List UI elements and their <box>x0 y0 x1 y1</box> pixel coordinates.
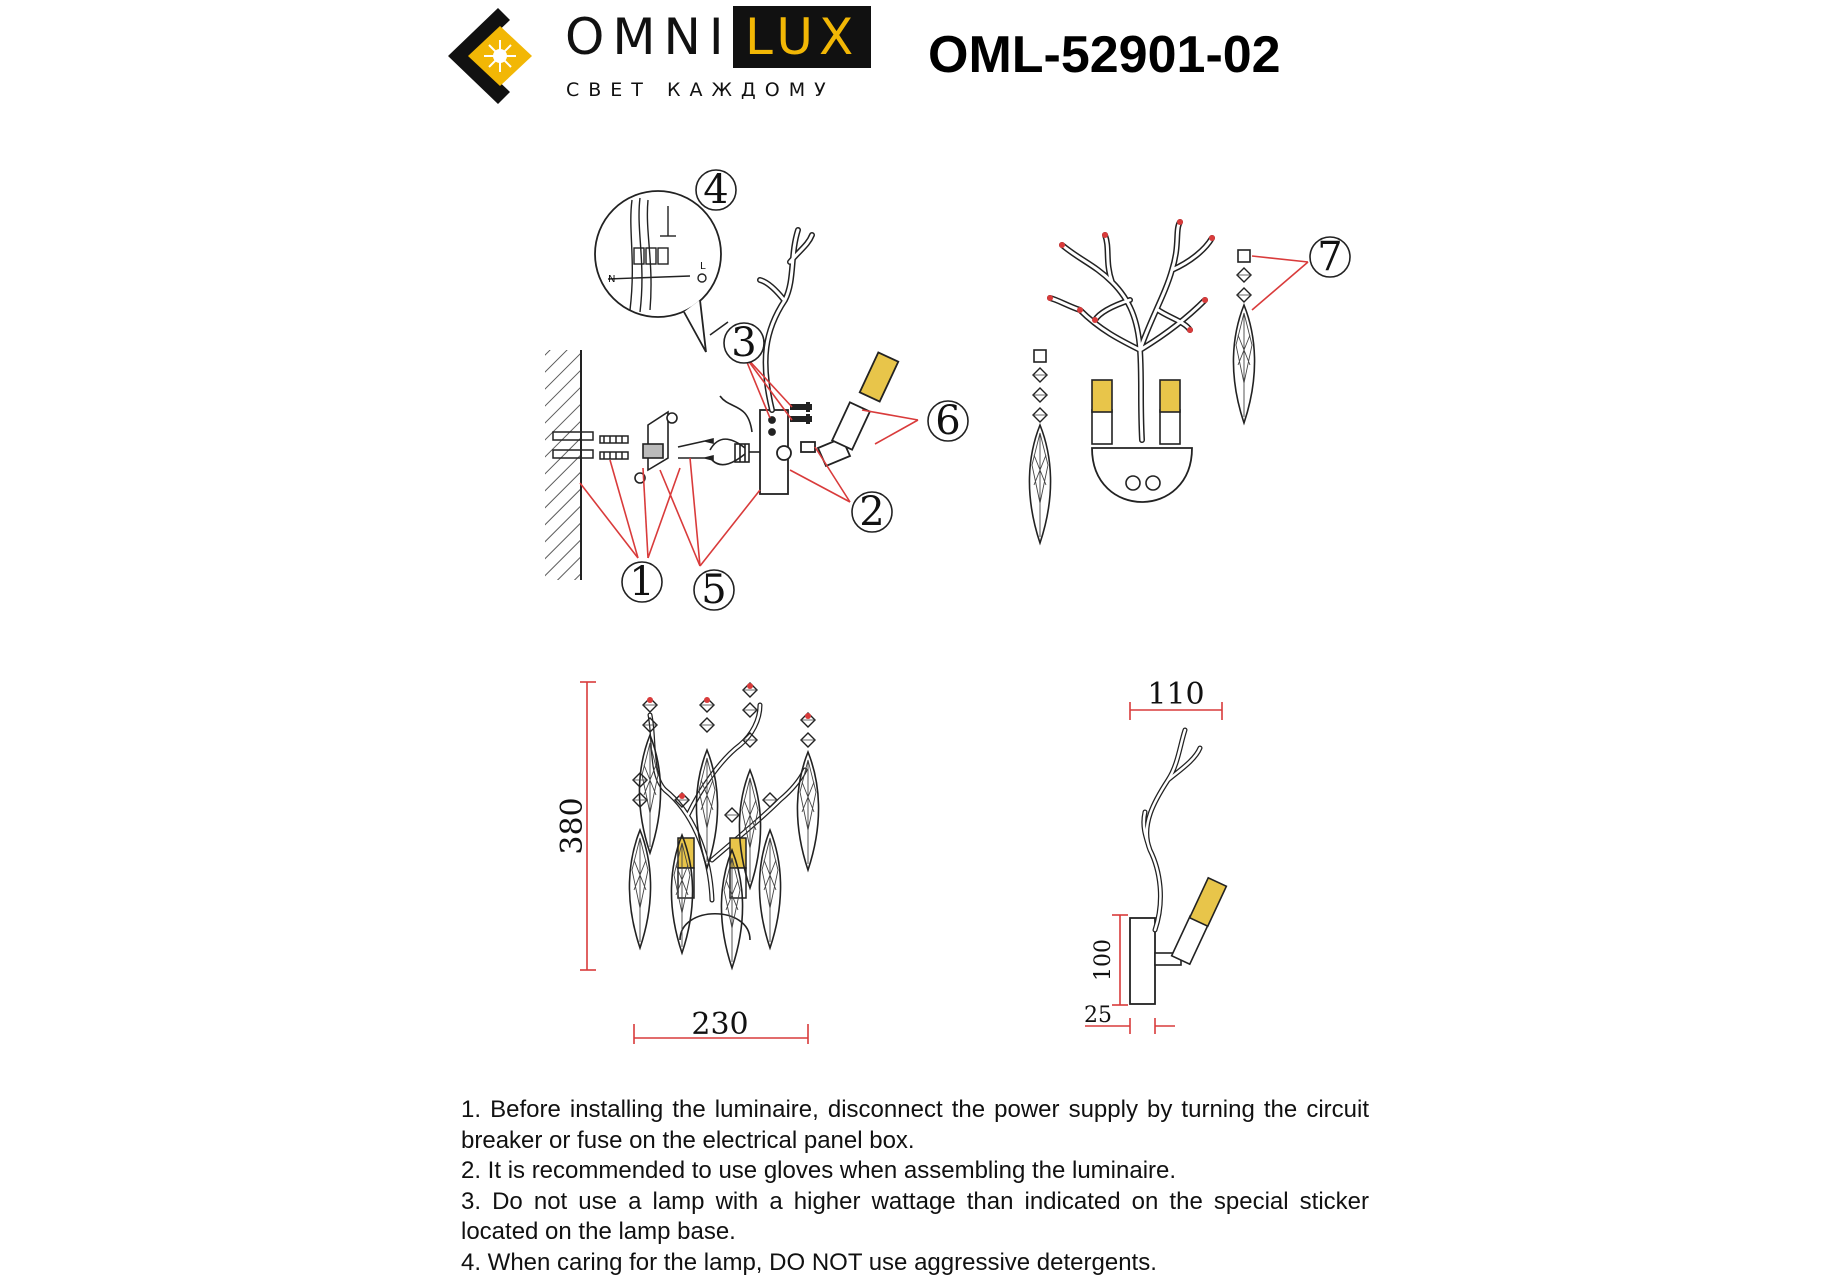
brand-name-lux: LUX <box>733 6 871 68</box>
left-crystal-pendant <box>1029 350 1050 543</box>
dimension-depth: 110 <box>1147 677 1205 712</box>
backplate <box>760 410 791 494</box>
callout-4: 4 <box>703 167 729 213</box>
exploded-view <box>545 167 968 613</box>
brand-tagline: СВЕТ КАЖДОМУ <box>566 79 835 101</box>
instructions <box>461 1095 1369 1278</box>
dimension-height: 380 <box>555 797 590 855</box>
label-live: L <box>700 261 706 272</box>
callout-6: 6 <box>935 398 961 444</box>
callout-1: 1 <box>629 559 655 605</box>
instruction-2: 2. It is recommended to use gloves when assembling the luminaire. <box>461 1157 1177 1184</box>
terminal-block <box>710 396 760 465</box>
dimension-base-height: 100 <box>1091 939 1116 981</box>
side-backplate <box>1130 918 1155 1004</box>
arm-screws <box>790 402 812 424</box>
side-dimension-view <box>1084 677 1226 1034</box>
wall-hatch <box>545 350 581 580</box>
dimension-base-depth: 25 <box>1084 1003 1112 1028</box>
front-dimension-view <box>555 682 819 1044</box>
callout-2: 2 <box>859 489 885 535</box>
model-code: OML-52901-02 <box>928 26 1281 84</box>
brand-name-omni: OMNI <box>565 8 732 66</box>
dimension-width: 230 <box>691 1007 749 1042</box>
front-lamps <box>1092 380 1180 444</box>
instruction-1: 1. Before installing the luminaire, disconnect the power supply by turning the circuit breaker or fuse on the electrical panel box. <box>461 1096 1369 1154</box>
instruction-4: 4. When caring for the lamp, DO NOT use aggressive detergents. <box>461 1248 1157 1276</box>
assembled-front-view <box>1029 219 1350 543</box>
mounting-bracket <box>635 412 713 483</box>
instruction-3: 3. Do not use a lamp with a higher wattage than indicated on the special sticker located on the lamp base. <box>461 1187 1369 1245</box>
callout-5: 5 <box>701 567 727 613</box>
callout-7: 7 <box>1317 234 1343 280</box>
front-view-crystals <box>629 683 818 968</box>
callout-3: 3 <box>731 320 757 366</box>
label-neutral: N <box>608 274 616 285</box>
right-crystal-pendant <box>1233 250 1254 423</box>
wall-plate <box>1092 448 1192 502</box>
wiring-detail-inset <box>595 191 728 352</box>
side-lamp <box>1155 878 1226 965</box>
